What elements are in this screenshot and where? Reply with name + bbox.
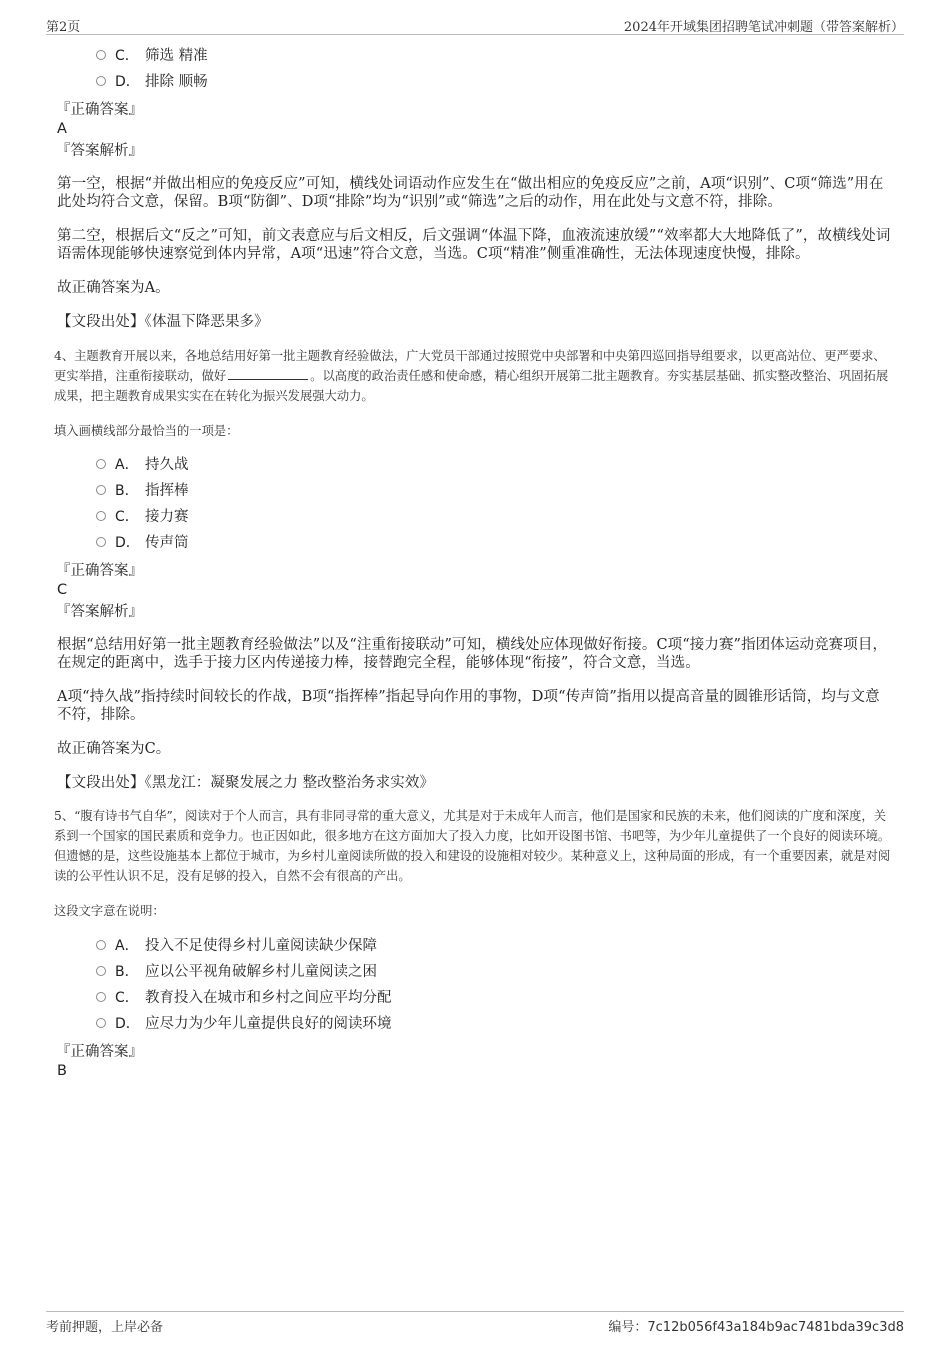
- q4-option-d[interactable]: D． 传声筒: [96, 533, 189, 553]
- option-text: 应以公平视角破解乡村儿童阅读之困: [145, 964, 377, 980]
- q4-answer: C: [57, 582, 68, 598]
- q4-prompt: 填入画横线部分最恰当的一项是：: [54, 424, 239, 438]
- q4-option-a[interactable]: A． 持久战: [96, 455, 189, 475]
- q3-analysis-paragraph-2: 第二空，根据后文“反之”可知，前文表意应与后文相反，后文强调“体温下降，血液流速放缓”“效率都大大地降低了”，故横线处词语需体现能够快速察觉到体内异常，A项“迅速”符合文意，当选。C项“精准”侧重准确性，无法体现速度快慢，排除。: [57, 228, 891, 262]
- document-title: 2024年开域集团招聘笔试冲刺题（带答案解析）: [623, 20, 904, 35]
- radio-icon[interactable]: [96, 966, 106, 976]
- q4-analysis-label: 『答案解析』: [56, 604, 143, 620]
- page-footer: [46, 1311, 904, 1338]
- radio-icon[interactable]: [96, 485, 106, 495]
- q5-prompt: 这段文字意在说明：: [54, 904, 165, 918]
- footer-slogan: 考前押题，上岸必备: [46, 1320, 164, 1335]
- q5-option-c[interactable]: C． 教育投入在城市和乡村之间应平均分配: [96, 988, 392, 1008]
- option-text: 应尽力为少年儿童提供良好的阅读环境: [145, 1016, 392, 1032]
- radio-icon[interactable]: [96, 992, 106, 1002]
- document-code: 编号：7c12b056f43a184b9ac7481bda39c3d8: [608, 1320, 904, 1335]
- radio-icon[interactable]: [96, 50, 106, 60]
- q3-analysis-label: 『答案解析』: [56, 143, 143, 159]
- option-text: 投入不足使得乡村儿童阅读缺少保障: [145, 938, 377, 954]
- option-text: 接力赛: [145, 509, 189, 525]
- q4-analysis-conclusion: 故正确答案为C。: [57, 741, 171, 757]
- q3-analysis-conclusion: 故正确答案为A。: [57, 280, 170, 296]
- page-number: 第2页: [46, 20, 81, 35]
- option-text: 筛选 精准: [145, 48, 208, 64]
- option-text: 传声筒: [145, 535, 189, 551]
- q3-analysis-paragraph-1: 第一空，根据“并做出相应的免疫反应”可知，横线处词语动作应发生在“做出相应的免疫反应”之前，A项“识别”、C项“筛选”用在此处均符合文意，保留。B项“防御”、D项“排除”均为“识别”或“筛选”之后的动作，用在此处与文意不符，排除。: [57, 176, 884, 210]
- radio-icon[interactable]: [96, 1018, 106, 1028]
- q5-option-a[interactable]: A． 投入不足使得乡村儿童阅读缺少保障: [96, 936, 377, 956]
- radio-icon[interactable]: [96, 459, 106, 469]
- q5-option-d[interactable]: D． 应尽力为少年儿童提供良好的阅读环境: [96, 1014, 392, 1034]
- page-header: [46, 14, 904, 35]
- q3-answer: A: [57, 121, 67, 137]
- radio-icon[interactable]: [96, 940, 106, 950]
- answer-blank: [228, 367, 308, 380]
- radio-icon[interactable]: [96, 511, 106, 521]
- q4-source: 【文段出处】《黑龙江：凝聚发展之力 整改整治务求实效》: [57, 775, 435, 791]
- q5-option-b[interactable]: B． 应以公平视角破解乡村儿童阅读之困: [96, 962, 377, 982]
- q4-analysis-paragraph-1: 根据“总结用好第一批主题教育经验做法”以及“注重衔接联动”可知，横线处应体现做好衔接。C项“接力赛”指团体运动竞赛项目，在规定的距离中，选手于接力区内传递接力棒，接替跑完全程，能够体现“衔接”，符合文意，当选。: [57, 637, 888, 671]
- q4-stem: 4、主题教育开展以来，各地总结用好第一批主题教育经验做法，广大党员干部通过按照党中央部署和中央第四巡回指导组要求，以更高站位、更严要求、更实举措，注重衔接联动，做好 。以高度的政治责任感和使命感，精心组织开展第二批主题教育。夯实基层基础、抓实整改整治、巩固拓展成果，把主题教育成果实实在在转化为振兴发展强大动力。: [54, 349, 889, 403]
- q4-option-c[interactable]: C． 接力赛: [96, 507, 189, 527]
- q3-answer-label: 『正确答案』: [56, 102, 143, 118]
- q4-option-b[interactable]: B． 指挥棒: [96, 481, 189, 501]
- q5-answer: B: [57, 1063, 67, 1079]
- q5-answer-label: 『正确答案』: [56, 1044, 143, 1060]
- q5-stem: 5、“腹有诗书气自华”，阅读对于个人而言，具有非同寻常的重大意义，尤其是对于未成年人而言，他们是国家和民族的未来，他们阅读的广度和深度，关系到一个国家的国民素质和竞争力。也正因如此，很多地方在这方面加大了投入力度，比如开设图书馆、书吧等，为少年儿童提供了一个良好的阅读环境。但遗憾的是，这些设施基本上都位于城市，为乡村儿童阅读所做的投入和建设的设施相对较少。某种意义上，这种局面的形成，有一个重要因素，就是对阅读的公平性认识不足，没有足够的投入，自然不会有很高的产出。: [54, 809, 891, 883]
- q3-option-d[interactable]: D． 排除 顺畅: [96, 72, 208, 92]
- radio-icon[interactable]: [96, 76, 106, 86]
- option-text: 排除 顺畅: [145, 74, 208, 90]
- option-text: 持久战: [145, 457, 189, 473]
- q3-option-c[interactable]: C． 筛选 精准: [96, 46, 208, 66]
- q4-analysis-paragraph-2: A项“持久战”指持续时间较长的作战，B项“指挥棒”指起导向作用的事物，D项“传声筒”指用以提高音量的圆锥形话筒，均与文意不符，排除。: [57, 689, 880, 723]
- option-text: 指挥棒: [145, 483, 189, 499]
- q3-source: 【文段出处】《体温下降恶果多》: [57, 314, 269, 330]
- radio-icon[interactable]: [96, 537, 106, 547]
- option-text: 教育投入在城市和乡村之间应平均分配: [145, 990, 392, 1006]
- q4-answer-label: 『正确答案』: [56, 563, 143, 579]
